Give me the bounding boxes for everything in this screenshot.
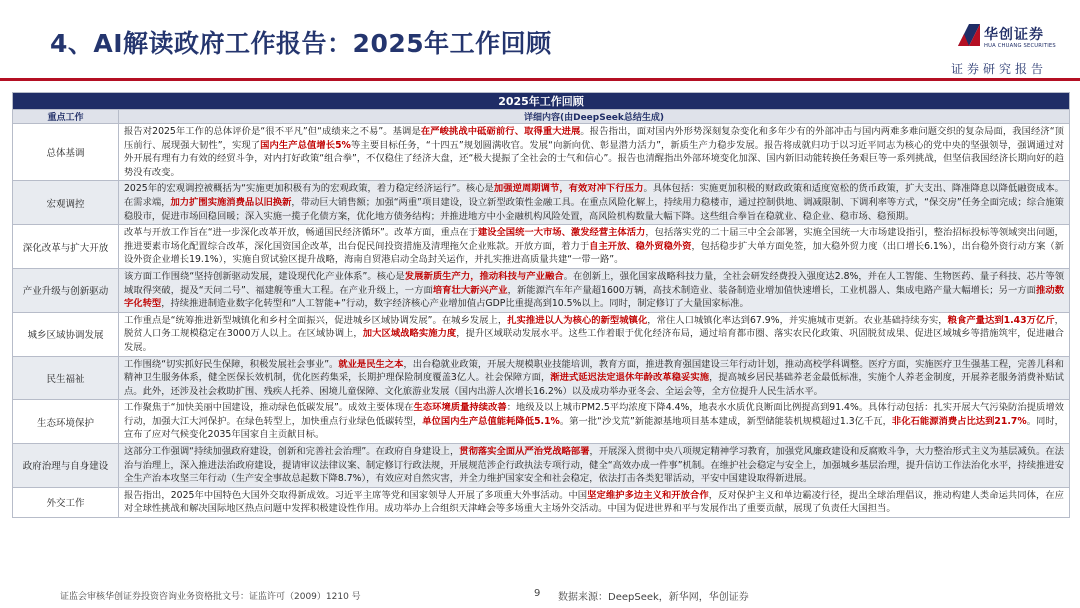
detail-text: 改革与开放工作旨在“进一步深化改革开放，畅通国民经济循环”。改革方面，重点在于 (124, 227, 478, 239)
row-name: 民生福祉 (13, 356, 119, 400)
footer (0, 586, 1080, 604)
row-detail (119, 312, 1070, 356)
highlight-text: 发展新质生产力，推动科技与产业融合 (404, 270, 564, 282)
page-number: 9 (534, 588, 541, 599)
detail-text: 工作围绕“切实抓好民生保障，积极发展社会事业”。 (124, 358, 339, 370)
detail-text: ，新能源汽车年产量超1600万辆，高技术制造业、装备制造业增加值快速增长，工业机器人、集成电路产量大幅增长；另一方面 (507, 284, 1036, 296)
table-row (13, 181, 1070, 225)
highlight-text: 扎实推进以人为核心的新型城镇化 (507, 314, 648, 326)
table-caption-row (13, 93, 1070, 110)
highlight-text: 国内生产总值增长5% (260, 139, 351, 151)
detail-text: 这部分工作强调“持续加强政府建设，创新和完善社会治理”。在政府自身建设上， (124, 446, 460, 458)
row-detail (119, 444, 1070, 488)
table-row (13, 225, 1070, 269)
row-detail (119, 487, 1070, 517)
detail-text: ，包括落实党的二十届三中全会部署，实施全国统一大市场建设指引，整治招标投标等领域突出问题，推进要素市场化配置综合改革，深化国资国企改革，出台促民间投资措施及清理拖欠企业账款。开放方面，着力于 (124, 227, 1064, 252)
detail-text: ，脱贫人口务工规模稳定在3000万人以上。在区域协调上， (124, 314, 1064, 340)
detail-text: 工作聚焦于“加快美丽中国建设，推动绿色低碳发展”。成效主要体现在 (124, 402, 414, 414)
col-name-header: 重点工作 (13, 110, 119, 124)
row-name: 政府治理与自身建设 (13, 444, 119, 488)
report-tag: 证券研究报告 (951, 62, 1048, 76)
detail-text: 报告指出，2025年中国特色大国外交取得新成效。习近平主席等党和国家领导人开展了多项重大外事活动。中国 (124, 489, 588, 501)
brand-logo (958, 24, 1058, 56)
detail-text: 。同时，宣布了应对气候变化2035年国家自主贡献目标。 (124, 415, 1064, 441)
detail-text: 2025年的宏观调控被概括为“实施更加积极有为的宏观政策，着力稳定经济运行”。核心是 (124, 183, 494, 195)
detail-text: ，反对保护主义和单边霸凌行径，提出全球治理倡议，推动构建人类命运共同体，在应对全球性挑战和解决国际地区热点问题中发挥积极建设性作用。成功举办上合组织天津峰会等多场重大主场外交活动。中国为促进世界和平与发展作出了重要贡献，展现了负责任大国担当。 (124, 489, 1064, 515)
highlight-text: 粮食产量达到1.43万亿斤 (947, 314, 1055, 326)
table-caption: 2025年工作回顾 (13, 93, 1070, 110)
col-detail-header: 详细内容(由DeepSeek总结生成) (119, 110, 1070, 124)
row-detail (119, 356, 1070, 400)
row-name: 总体基调 (13, 124, 119, 181)
row-name: 宏观调控 (13, 181, 119, 225)
detail-text: 。在创新上，强化国家战略科技力量，全社会研发经费投入强度达2.8%，并在人工智能、生物医药、量子科技、芯片等领域取得突破，提及“天问二号”、福建舰等重大工程。在产业升级上，一方面 (124, 270, 1064, 296)
detail-text: 等主要目标任务，“十四五”规划圆满收官。发展“向新向优、彰显潜力活力”，新质生产力稳步发展。报告将成就归功于以习近平同志为核心的党中央的坚强领导，强调通过对外开展有理有力有效的经贸斗争，对内打好政策“组合拳”，不仅稳住了经济大盘，还“极大提振了全社会的士气和信心”。报告也清醒指出外部环境变化加深、国内新旧动能转换任务艰巨等一系列挑战，但坚信我国经济长期向好的趋势没有改变。 (124, 139, 1064, 178)
detail-text: 。具体包括：实施更加积极的财政政策和适度宽松的货币政策，扩大支出、降准降息以降低融资成本。在需求端， (124, 183, 1064, 208)
detail-text: ，开展深入贯彻中央八项规定精神学习教育，加强党风廉政建设和反腐败斗争，大力整治形式主义为基层减负。在法治与治理上，深入推进法治政府建设，提请审议法律议案、制定修订行政法规，开展规范涉企行政执法专项行动，健全“高效办成一件事”机制。在维护社会稳定与安全上，加强城乡基层治理，提升信访工作法治化水平，持续推进安全生产治本攻坚三年行动（生产安全事故总起数下降8.7%），有效应对自然灾害，并全力维护国家安全和社会稳定，依法打击各类犯罪活动，平安中国建设取得新进展。 (124, 446, 1064, 485)
highlight-text: 自主开放、稳外贸稳外资 (589, 240, 692, 252)
row-detail (119, 225, 1070, 269)
highlight-text: 单位国内生产总值能耗降低5.1% (422, 415, 560, 427)
highlight-text: 非化石能源消费占比达到21.7% (891, 415, 1027, 427)
highlight-text: 推动数字化转型 (124, 284, 1064, 310)
header-divider (0, 78, 1080, 81)
detail-text: ，常住人口城镇化率达到67.9%，并实施城市更新。农业基础持续夯实， (647, 314, 948, 326)
highlight-text: 就业是民生之本 (338, 358, 404, 370)
logo-english-name: HUA CHUANG SECURITIES (984, 43, 1056, 49)
highlight-text: 贯彻落实全面从严治党战略部署 (459, 446, 590, 458)
detail-text: ：地级及以上城市PM2.5平均浓度下降4.4%，地表水水质优良断面比例提高到91.4%。具体行动包括：扎实开展大气污染防治提质增效行动，加强大江大河保护。在绿色转型上，加快重点行业绿色低碳转型， (124, 402, 1064, 427)
title-bar (50, 24, 552, 66)
detail-text: 工作重点是“统筹推进新型城镇化和乡村全面振兴，促进城乡区域协调发展”。在城乡发展上， (124, 314, 508, 326)
detail-text: ，带动巨大销售额；加强“两重”项目建设，设立新型政策性金融工具。在重点风险化解上，持续用力稳楼市，通过控制供地、调减限制、下调利率等方式，“保交房”任务全面完成；综合施策稳股市，促进市场回稳回暖；深入实施一揽子化债方案，优化地方债务结构；并推进地方中小金融机构风险处置，高风险机构数量大幅下降。这些组合拳旨在稳就业、稳企业、稳市场、稳预期。 (124, 196, 1064, 222)
table-row (13, 400, 1070, 444)
detail-text: 。第一批“沙戈荒”新能源基地项目基本建成，新型储能装机规模超过1.3亿千瓦， (559, 415, 892, 427)
table-row (13, 312, 1070, 356)
table-row (13, 268, 1070, 312)
detail-text: 。报告指出，面对国内外形势深刻复杂变化和多年少有的外部冲击与国内两难多难问题交织的复杂局面，我国经济“顶压前行、展现强大韧性”，实现了 (124, 126, 1064, 151)
table-row (13, 444, 1070, 488)
logo-chinese-name: 华创证券 (984, 27, 1044, 43)
detail-text: ，提高城乡居民基础养老金最低标准，实施个人养老金制度，开展养老服务消费补贴试点。此外，还涉及社会救助扩围、残疾人托养、困境儿童保障、文化旅游业发展（国内出游人次增长16.2%）以及成功举办亚冬会、全运会等，全方位提升人民生活水平。 (124, 372, 1064, 397)
table-row (13, 124, 1070, 181)
highlight-text: 渐进式延迟法定退休年龄改革稳妥实施 (550, 372, 710, 384)
row-name: 生态环境保护 (13, 400, 119, 444)
page-title: 4、AI解读政府工作报告：2025年工作回顾 (50, 29, 552, 58)
highlight-text: 在严峻挑战中砥砺前行、取得重大进展 (420, 126, 581, 137)
row-detail (119, 400, 1070, 444)
detail-text: ，出台稳就业政策，开展大规模职业技能培训，教育方面，推进教育强国建设三年行动计划，推动高校学科调整。医疗方面，实施医疗卫生强基工程，完善儿科和精神卫生服务体系，健全医保长效机制，优化医药集采，长期护理保险制度覆盖3亿人。社会保障方面， (124, 358, 1064, 384)
highlight-text: 加力扩围实施消费品以旧换新 (170, 196, 292, 208)
work-review-table (12, 92, 1070, 518)
detail-text: ，提升区域联动发展水平。这些工作着眼于优化经济布局，通过培育都市圈、落实农民化政策、巩固脱贫成果、促进区域城乡等措施筑牢，促进融合发展。 (124, 328, 1064, 353)
footer-source: 数据来源：DeepSeek，新华网，华创证券 (558, 592, 749, 603)
detail-text: 报告对2025年工作的总体评价是“很不平凡”但“成绩来之不易”。基调是 (124, 126, 421, 137)
row-detail (119, 268, 1070, 312)
row-name: 深化改革与扩大开放 (13, 225, 119, 269)
highlight-text: 培育壮大新兴产业 (432, 284, 508, 296)
table-header-row (13, 110, 1070, 124)
highlight-text: 加强逆周期调节，有效对冲下行压力 (493, 183, 644, 195)
row-name: 城乡区域协调发展 (13, 312, 119, 356)
row-detail (119, 181, 1070, 225)
highlight-text: 生态环境质量持续改善 (413, 402, 507, 414)
row-detail (119, 124, 1070, 181)
detail-text: 该方面工作围绕“坚持创新驱动发展，建设现代化产业体系”。核心是 (124, 270, 405, 282)
detail-text: ，持续推进制造业数字化转型和“人工智能+”行动，数字经济核心产业增加值占GDP比重提高到10.5%以上。同时，制定修订了大量国家标准。 (161, 298, 749, 310)
row-name: 外交工作 (13, 487, 119, 517)
table-row (13, 356, 1070, 400)
footer-disclaimer: 证监会审核华创证券投资咨询业务资格批文号：证监许可（2009）1210 号 (60, 592, 361, 602)
highlight-text: 加大区域战略实施力度 (362, 328, 457, 340)
highlight-text: 坚定维护多边主义和开放合作 (587, 489, 709, 501)
row-name: 产业升级与创新驱动 (13, 268, 119, 312)
logo-mark-icon (958, 24, 980, 46)
table-row (13, 487, 1070, 517)
highlight-text: 建设全国统一大市场、激发经营主体活力 (477, 227, 646, 239)
detail-text: ，包括稳步扩大单方面免签，加大稳外贸力度（出口增长6.1%），出台稳外资行动方案（新设外资企业增长19.1%），实施自贸试验区提升战略，海南自贸港启动全岛封关运作，并扎实推进高质量共建“一带一路”。 (124, 240, 1064, 266)
